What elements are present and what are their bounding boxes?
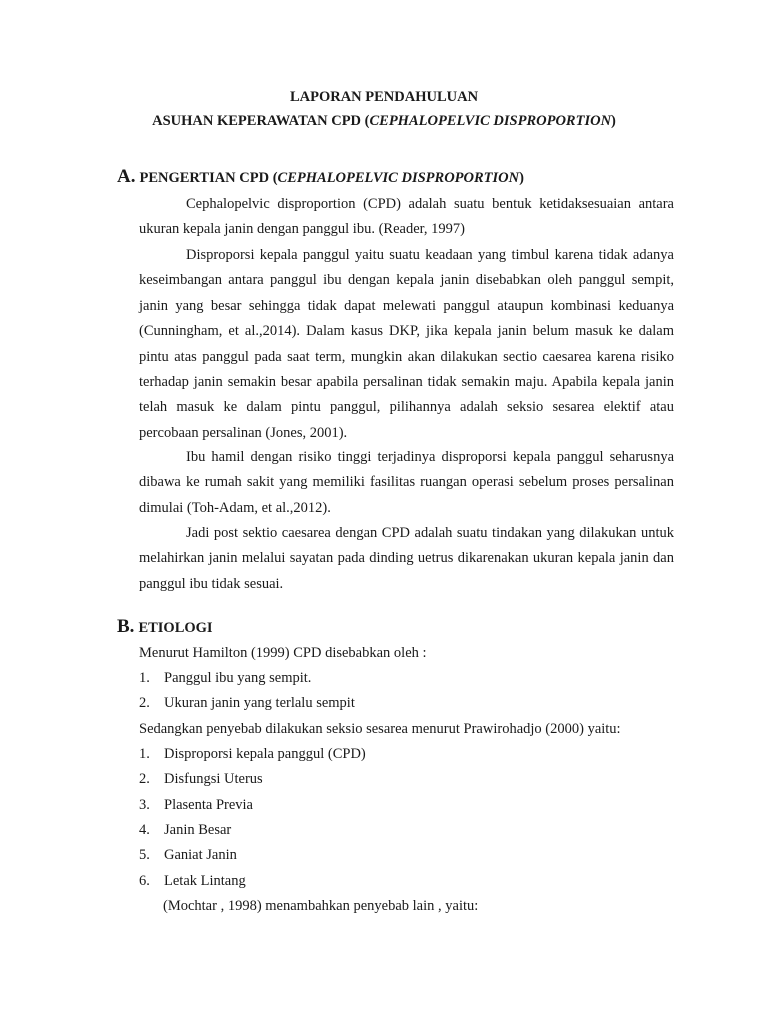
paragraph-2 xyxy=(139,243,674,446)
list-item xyxy=(139,822,231,839)
list-item xyxy=(139,797,253,814)
list-item-text: Ukuran janin yang terlalu sempit xyxy=(164,695,355,711)
subtitle-italic: CEPHALOPELVIC DISPROPORTION xyxy=(369,113,612,129)
etiologi-closing: (Mochtar , 1998) menambahkan penyebab lain , yaitu: xyxy=(163,898,479,914)
paragraph-4 xyxy=(139,521,674,597)
etiologi-intro: Menurut Hamilton (1999) CPD disebabkan oleh : xyxy=(139,645,427,661)
paragraph-3 xyxy=(139,445,674,521)
paragraph-3-text: Ibu hamil dengan risiko tinggi terjadinya disproporsi kepala panggul seharusnya dibawa ke rumah sakit yang memiliki fasilitas ruangan operasi sebelum proses persalinan dimulai (Toh-Adam, et al.,2012). xyxy=(139,449,674,516)
section-b-letter: B. xyxy=(117,616,135,637)
section-a-heading-italic: CEPHALOPELVIC DISPROPORTION xyxy=(277,170,520,186)
section-a-letter: A. xyxy=(117,166,136,187)
list-item xyxy=(139,873,246,890)
list-item-text: Panggul ibu yang sempit. xyxy=(164,670,312,686)
list-item-number: 2. xyxy=(139,695,150,711)
paragraph-2-text: Disproporsi kepala panggul yaitu suatu keadaan yang timbul karena tidak adanya keseimbangan antara panggul ibu dengan kepala janin disebabkan oleh panggul sempit, janin yang besar sehingga tidak dapat melewati panggul ataupun kombinasi keduanya (Cunningham, et al.,2014). Dalam kasus DKP, jika kepala janin belum masuk ke dalam pintu atas panggul pada saat term, mungkin akan dilakukan sectio caesarea karena risiko terhadap janin semakin besar apabila persalinan tidak semakin maju. Apabila kepala janin telah masuk ke dalam pintu panggul, pilihannya adalah seksio sesarea elektif atau percobaan persalinan (Jones, 2001). xyxy=(139,247,674,441)
section-b-heading-text: ETIOLOGI xyxy=(138,620,213,636)
paragraph-4-text: Jadi post sektio caesarea dengan CPD adalah suatu tindakan yang dilakukan untuk melahirkan janin melalui sayatan pada dinding uetrus dikarenakan ukuran kepala janin dan panggul ibu tidak sesuai. xyxy=(139,525,674,592)
section-b-heading xyxy=(117,616,213,638)
list-item-number: 4. xyxy=(139,822,150,838)
list-item-number: 3. xyxy=(139,797,150,813)
list-item-number: 2. xyxy=(139,771,150,787)
document-subtitle xyxy=(0,113,768,130)
list-item xyxy=(139,746,366,763)
paragraph-1-text: Cephalopelvic disproportion (CPD) adalah suatu bentuk ketidaksesuaian antara ukuran kepala janin dengan panggul ibu. (Reader, 1997) xyxy=(139,196,674,238)
list-item-text: Letak Lintang xyxy=(164,873,246,889)
list-item-number: 5. xyxy=(139,847,150,863)
list-item-text: Janin Besar xyxy=(164,822,232,838)
list-item-text: Disproporsi kepala panggul (CPD) xyxy=(164,746,366,762)
list-item xyxy=(139,847,237,864)
subtitle-prefix: ASUHAN KEPERAWATAN CPD ( xyxy=(152,113,370,129)
list-item xyxy=(139,670,311,687)
list-item-text: Disfungsi Uterus xyxy=(164,771,263,787)
section-a-heading-prefix: PENGERTIAN CPD ( xyxy=(139,170,278,186)
list-item xyxy=(139,695,355,712)
section-a-heading xyxy=(117,166,524,188)
list-item-text: Plasenta Previa xyxy=(164,797,253,813)
list-item-number: 1. xyxy=(139,746,150,762)
subtitle-suffix: ) xyxy=(611,113,616,129)
etiologi-intro-2: Sedangkan penyebab dilakukan seksio sesarea menurut Prawirohadjo (2000) yaitu: xyxy=(139,721,621,737)
list-item-number: 6. xyxy=(139,873,150,889)
paragraph-1 xyxy=(139,192,674,243)
document-title: LAPORAN PENDAHULUAN xyxy=(289,89,479,105)
list-item-text: Ganiat Janin xyxy=(164,847,237,863)
list-item xyxy=(139,771,263,788)
list-item-number: 1. xyxy=(139,670,150,686)
section-a-heading-suffix: ) xyxy=(519,170,524,186)
